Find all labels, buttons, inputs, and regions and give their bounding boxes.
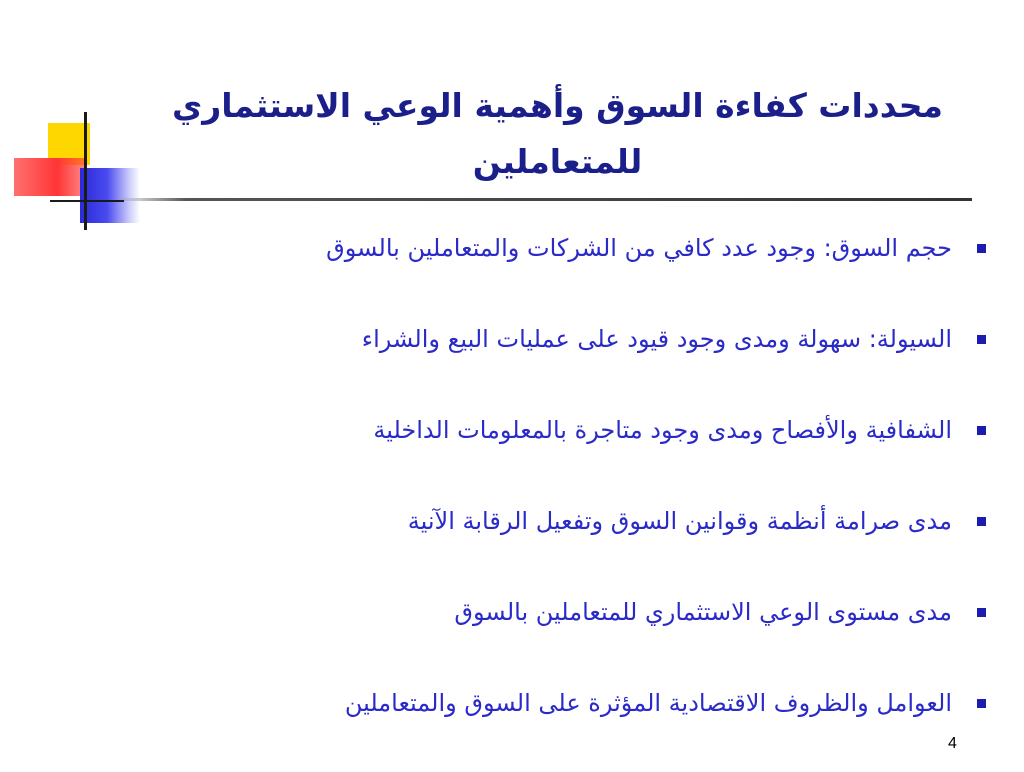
decorative-red-square — [14, 158, 86, 196]
bullet-text: الشفافية والأفصاح ومدى وجود متاجرة بالمعلومات الداخلية — [373, 416, 952, 444]
decorative-vertical-line — [84, 112, 87, 230]
bullet-square-icon — [977, 608, 986, 617]
title-divider — [118, 198, 972, 201]
bullet-item — [150, 408, 990, 499]
bullet-item — [150, 226, 990, 317]
bullet-text: السيولة: سهولة ومدى وجود قيود على عمليات البيع والشراء — [361, 325, 952, 353]
decorative-horizontal-line — [50, 200, 124, 202]
bullet-square-icon — [977, 244, 986, 253]
bullet-text: مدى صرامة أنظمة وقوانين السوق وتفعيل الرقابة الآنية — [407, 507, 952, 535]
bullet-square-icon — [977, 426, 986, 435]
bullet-square-icon — [977, 517, 986, 526]
bullet-text: مدى مستوى الوعي الاستثماري للمتعاملين بالسوق — [454, 598, 952, 626]
bullet-text: العوامل والظروف الاقتصادية المؤثرة على السوق والمتعاملين — [344, 689, 952, 717]
decorative-blue-square — [80, 168, 140, 223]
bullet-square-icon — [977, 335, 986, 344]
bullet-square-icon — [977, 699, 986, 708]
slide-title: محددات كفاءة السوق وأهمية الوعي الاستثماري للمتعاملين — [172, 86, 943, 181]
bullet-text: حجم السوق: وجود عدد كافي من الشركات والمتعاملين بالسوق — [326, 234, 952, 262]
bullet-list — [150, 226, 990, 772]
bullet-item — [150, 681, 990, 772]
page-number: 4 — [948, 735, 957, 752]
bullet-item — [150, 499, 990, 590]
bullet-item — [150, 317, 990, 408]
bullet-item — [150, 590, 990, 681]
